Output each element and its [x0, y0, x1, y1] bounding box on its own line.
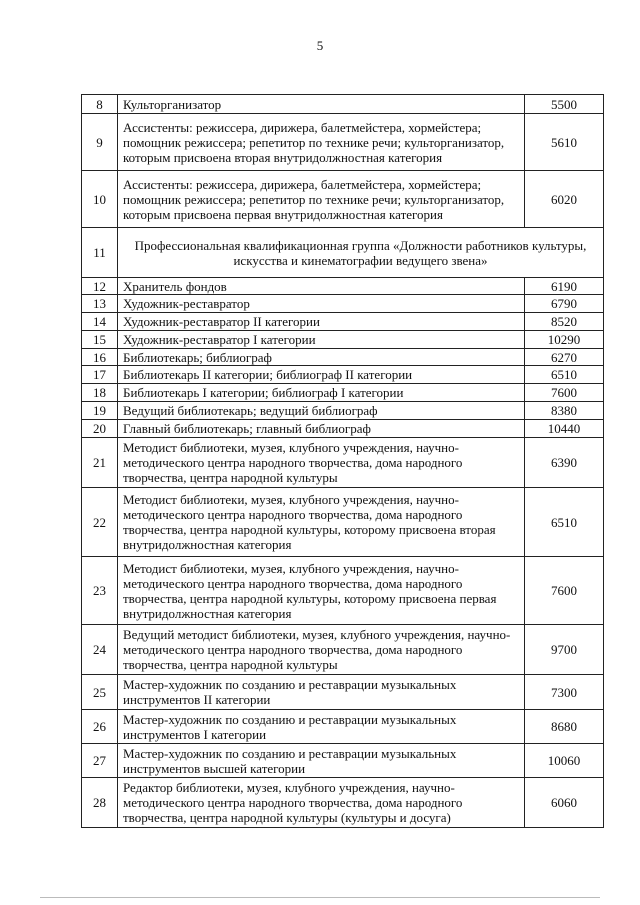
row-number: 12	[82, 278, 118, 295]
table-row	[82, 744, 604, 778]
row-number: 18	[82, 384, 118, 402]
salary-value: 7600	[525, 557, 604, 625]
salary-value: 7300	[525, 675, 604, 710]
salary-value: 6510	[525, 366, 604, 384]
table-row	[82, 278, 604, 295]
table-row	[82, 331, 604, 349]
position-title: Хранитель фондов	[118, 278, 525, 295]
position-title: Культорганизатор	[118, 95, 525, 114]
table-row	[82, 114, 604, 171]
position-title: Библиотекарь I категории; библиограф I категории	[118, 384, 525, 402]
table-row	[82, 625, 604, 675]
salary-value: 6020	[525, 171, 604, 228]
row-number: 22	[82, 488, 118, 557]
row-number: 14	[82, 313, 118, 331]
salary-table-body	[82, 95, 604, 828]
position-title: Художник-реставратор I категории	[118, 331, 525, 349]
position-title: Мастер-художник по созданию и реставрации музыкальных инструментов I категории	[118, 710, 525, 744]
salary-value: 6270	[525, 349, 604, 366]
table-row	[82, 402, 604, 420]
row-number: 9	[82, 114, 118, 171]
group-header-row	[82, 228, 604, 278]
salary-value: 8520	[525, 313, 604, 331]
table-row	[82, 778, 604, 828]
position-title: Ведущий методист библиотеки, музея, клубного учреждения, научно- методического центра народного творчества, дома народного творчества, центра народной культуры	[118, 625, 525, 675]
position-title: Библиотекарь II категории; библиограф II категории	[118, 366, 525, 384]
row-number: 24	[82, 625, 118, 675]
row-number: 23	[82, 557, 118, 625]
row-number: 28	[82, 778, 118, 828]
table-row	[82, 295, 604, 313]
salary-value: 6510	[525, 488, 604, 557]
bottom-rule	[40, 897, 600, 898]
table-row	[82, 171, 604, 228]
salary-value: 10060	[525, 744, 604, 778]
page-number: 5	[316, 38, 324, 53]
table-row	[82, 438, 604, 488]
table-row	[82, 384, 604, 402]
row-number: 27	[82, 744, 118, 778]
row-number: 11	[82, 228, 118, 278]
salary-value: 9700	[525, 625, 604, 675]
position-title: Художник-реставратор	[118, 295, 525, 313]
row-number: 26	[82, 710, 118, 744]
table-row	[82, 95, 604, 114]
position-title: Ассистенты: режиссера, дирижера, балетмейстера, хормейстера; помощник режиссера; репетитор по технике речи; культорганизатор, которым присвоена первая внутридолжностная категория	[118, 171, 525, 228]
salary-value: 8680	[525, 710, 604, 744]
position-title: Методист библиотеки, музея, клубного учреждения, научно-методического центра народного творчества, дома народного творчества, центра народной культуры, которому присвоена первая внутридолжностная категория	[118, 557, 525, 625]
salary-value: 6190	[525, 278, 604, 295]
table-row	[82, 313, 604, 331]
salary-value: 6060	[525, 778, 604, 828]
position-title: Мастер-художник по созданию и реставрации музыкальных инструментов II категории	[118, 675, 525, 710]
position-title: Главный библиотекарь; главный библиограф	[118, 420, 525, 438]
row-number: 25	[82, 675, 118, 710]
salary-value: 6790	[525, 295, 604, 313]
row-number: 20	[82, 420, 118, 438]
salary-value: 8380	[525, 402, 604, 420]
salary-value: 5610	[525, 114, 604, 171]
group-title: Профессиональная квалификационная группа «Должности работников культуры, искусства и кинематографии ведущего звена»	[118, 228, 604, 278]
position-title: Мастер-художник по созданию и реставрации музыкальных инструментов высшей категории	[118, 744, 525, 778]
salary-value: 7600	[525, 384, 604, 402]
row-number: 19	[82, 402, 118, 420]
position-title: Методист библиотеки, музея, клубного учреждения, научно-методического центра народного творчества, дома народного творчества, центра народной культуры	[118, 438, 525, 488]
table-row	[82, 557, 604, 625]
row-number: 15	[82, 331, 118, 349]
position-title: Ведущий библиотекарь; ведущий библиограф	[118, 402, 525, 420]
row-number: 16	[82, 349, 118, 366]
table-row	[82, 488, 604, 557]
table-row	[82, 710, 604, 744]
salary-table	[81, 94, 604, 828]
row-number: 10	[82, 171, 118, 228]
table-row	[82, 675, 604, 710]
row-number: 13	[82, 295, 118, 313]
position-title: Библиотекарь; библиограф	[118, 349, 525, 366]
row-number: 8	[82, 95, 118, 114]
salary-value: 6390	[525, 438, 604, 488]
salary-value: 10290	[525, 331, 604, 349]
position-title: Ассистенты: режиссера, дирижера, балетмейстера, хормейстера; помощник режиссера; репетитор по технике речи; культорганизатор, которым присвоена вторая внутридолжностная категория	[118, 114, 525, 171]
position-title: Художник-реставратор II категории	[118, 313, 525, 331]
salary-value: 10440	[525, 420, 604, 438]
table-row	[82, 420, 604, 438]
salary-value: 5500	[525, 95, 604, 114]
row-number: 21	[82, 438, 118, 488]
table-row	[82, 366, 604, 384]
row-number: 17	[82, 366, 118, 384]
position-title: Редактор библиотеки, музея, клубного учреждения, научно-методического центра народного творчества, дома народного творчества, центра народной культуры (культуры и досуга)	[118, 778, 525, 828]
position-title: Методист библиотеки, музея, клубного учреждения, научно-методического центра народного творчества, дома народного творчества, центра народной культуры, которому присвоена вторая внутридолжностная категория	[118, 488, 525, 557]
table-row	[82, 349, 604, 366]
